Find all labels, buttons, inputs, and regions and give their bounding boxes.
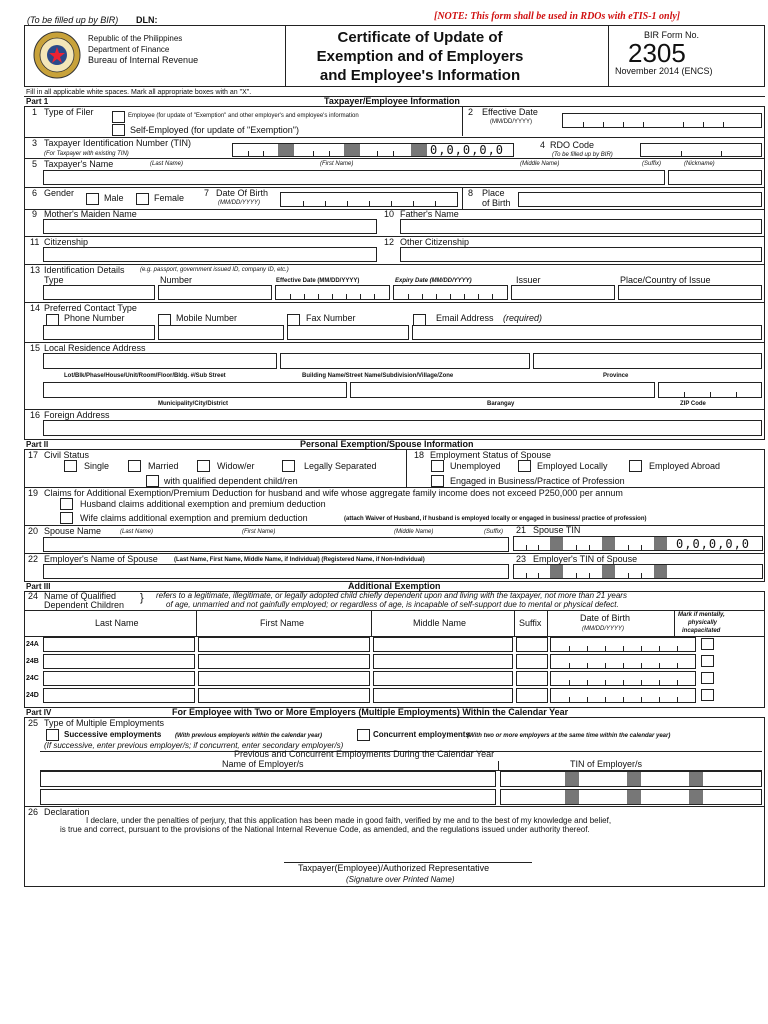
f5-label: Taxpayer's Name [44,159,114,169]
civil-married-label: Married [148,461,179,471]
f3-label: Taxpayer Identification Number (TIN) [44,138,192,148]
f12-label: Other Citizenship [400,237,470,247]
dependent-first-name-input[interactable] [198,688,370,703]
col-mark-1: Mark if mentally, [678,612,725,618]
wife-claims-label: Wife claims additional exemption and premium deduction [80,513,308,523]
f18-num: 18 [414,450,425,460]
f22-num: 22 [28,554,39,564]
spouse-employer-name-input[interactable] [43,564,509,579]
id-number-label: Number [160,275,193,285]
dof-label: Department of Finance [88,45,170,54]
f18-label: Employment Status of Spouse [430,450,552,460]
dependent-suffix-input[interactable] [516,671,548,686]
dependent-last-name-input[interactable] [43,654,195,669]
id-effective-date-input[interactable] [275,285,390,300]
dependent-first-name-input[interactable] [198,637,370,652]
id-effective-label: Effective Date (MM/DD/YYYY) [276,278,360,284]
filer-self-employed-checkbox[interactable] [112,124,125,136]
id-issuer-input[interactable] [511,285,615,300]
concurrent-checkbox[interactable] [357,729,370,741]
incapacitated-checkbox[interactable] [701,689,714,701]
phone-input[interactable] [43,325,155,340]
f24-label-1: Name of Qualified [44,591,117,601]
dependent-dob-input[interactable] [550,654,696,669]
incapacitated-checkbox[interactable] [701,672,714,684]
place-of-birth-input[interactable] [518,192,762,207]
col-employer-tin: TIN of Employer/s [570,759,643,769]
spouse-first-label: (First Name) [242,529,276,535]
birth-date-input[interactable] [280,192,458,207]
form-note: [NOTE: This form shall be used in RDOs with eTIS-1 only] [434,11,681,22]
name-nick-label: (Nickname) [684,161,715,167]
filled-by-label: (To be filled up by BIR) [27,15,119,25]
f8-label-2: of Birth [482,198,511,208]
dependent-middle-name-input[interactable] [373,671,513,686]
dependent-middle-name-input[interactable] [373,654,513,669]
col-dob: Date of Birth [580,613,631,623]
gender-female-label: Female [154,193,185,203]
husband-claims-checkbox[interactable] [60,498,73,510]
f19-num: 19 [28,488,39,498]
civil-separated-label: Legally Separated [304,461,377,471]
addr1-label: Lot/Blk/Phase/House/Unit/Room/Floor/Bldg. #/Sub Street [64,373,226,379]
gender-male-checkbox[interactable] [86,193,99,205]
f1-label: Type of Filer [44,107,94,117]
part2-label: Part II [26,440,49,449]
father-name-input[interactable] [400,219,762,234]
f24-desc-1: refers to a legitimate, illegitimate, or legally adopted child chiefly dependent upon and living with the taxpayer, not more than 21 years [156,591,627,600]
f20-label: Spouse Name [44,526,102,536]
spouse-suffix-label: (Suffix) [484,529,504,535]
f14-label: Preferred Contact Type [44,303,137,313]
name-suffix-label: (Suffix) [642,161,662,167]
incapacitated-checkbox[interactable] [701,655,714,667]
f24-desc-2: of age, unmarried and not gainfully employed; or regardless of age, is incapable of self-support due to mental or physical defect. [166,600,619,609]
f3-sub: (For Taxpayer with existing TIN) [44,151,129,157]
col-last-name: Last Name [95,618,139,628]
part4-title: For Employee with Two or More Employers (Multiple Employments) Within the Calendar Year [172,707,569,717]
spouse-name-input[interactable] [43,537,509,552]
name-first-label: (First Name) [320,161,354,167]
address-barangay-input[interactable] [350,382,655,398]
instructions: Fill in all applicable white spaces. Mark all appropriate boxes with an "X". [26,89,252,96]
f16-label: Foreign Address [44,410,110,420]
tin-branch-zeros: 0,0,0,0,0 [430,143,505,157]
id-place-label: Place/Country of Issue [620,275,711,285]
incapacitated-checkbox[interactable] [701,638,714,650]
spouse-business-label: Engaged in Business/Practice of Profession [450,476,625,486]
filer-employee-checkbox[interactable] [112,111,125,123]
f26-label: Declaration [44,807,90,817]
form-label: BIR Form No. [644,30,700,40]
signature-sub: (Signature over Printed Name) [346,875,455,884]
f1-num: 1 [32,107,38,117]
civil-separated-checkbox[interactable] [282,460,295,472]
mobile-input[interactable] [158,325,284,340]
addr2-label: Building Name/Street Name/Subdivision/Village/Zone [302,373,454,379]
part1-title: Taxpayer/Employee Information [324,96,460,106]
f5-num: 5 [32,159,38,169]
f19-label: Claims for Additional Exemption/Premium Deduction for husband and wife whose aggregate family income does not exceed P250,000 per annum [44,488,623,498]
id-expiry-label: Expiry Date (MM/DD/YYYY) [395,278,472,284]
civil-single-label: Single [84,461,110,471]
nickname-input[interactable] [668,170,762,185]
form-date: November 2014 (ENCS) [615,66,713,76]
part3-label: Part III [26,582,51,591]
dependent-row-label: 24D [26,692,39,699]
f4-sub: (To be filled up by BIR) [552,152,613,158]
f25-note: (If successive, enter previous employer/s; if concurrent, enter secondary employer/s) [44,741,344,750]
f9-num: 9 [32,209,38,219]
dependent-last-name-input[interactable] [43,671,195,686]
effective-date-input[interactable] [562,113,762,128]
concurrent-label: Concurrent employments [373,730,470,739]
mother-name-input[interactable] [43,219,377,234]
employer-name-input-1[interactable] [40,771,496,787]
taxpayer-name-input[interactable] [43,170,665,185]
dependent-row-label: 24C [26,675,39,682]
address-street-input[interactable] [280,353,530,369]
f13-sub: (e.g. passport, government issued ID, company ID, etc.) [140,267,289,273]
id-place-input[interactable] [618,285,762,300]
f11-num: 11 [30,237,40,247]
title-line-1: Certificate of Update of [337,29,503,46]
civil-widow-checkbox[interactable] [197,460,210,472]
successive-sub: (With previous employer/s within the calendar year) [175,733,322,739]
contact-mobile-label: Mobile Number [176,313,238,323]
successive-label: Successive employments [64,730,162,739]
wife-claims-checkbox[interactable] [60,512,73,524]
contact-phone-label: Phone Number [64,313,125,323]
spouse-middle-label: (Middle Name) [394,529,434,535]
f2-sub: (MM/DD/YYYY) [490,119,532,125]
addr4-label: Municipality/City/District [158,401,229,407]
col-middle-name: Middle Name [413,618,467,628]
f11-label: Citizenship [44,237,89,247]
name-middle-label: (Middle Name) [520,161,560,167]
f17-num: 17 [28,450,39,460]
f8-num: 8 [468,188,474,198]
id-issuer-label: Issuer [516,275,541,285]
f12-num: 12 [384,237,395,247]
f9-label: Mother's Maiden Name [44,209,137,219]
id-type-input[interactable] [43,285,155,300]
title-line-2: Exemption and of Employers [316,48,524,65]
gender-male-label: Male [104,193,124,203]
name-last-label: (Last Name) [150,161,184,167]
col-dob-sub: (MM/DD/YYYY) [582,626,624,632]
f6-num: 6 [32,188,38,198]
signature-label[interactable]: Taxpayer(Employee)/Authorized Representative [298,863,490,873]
address-lot-input[interactable] [43,353,277,369]
dependent-suffix-input[interactable] [516,654,548,669]
f26-num: 26 [28,807,39,817]
f23-label: Employer's TIN of Spouse [533,554,638,564]
republic-label: Republic of the Philippines [88,34,183,43]
f3-num: 3 [32,138,38,148]
part1-label: Part 1 [26,97,49,106]
f24-num: 24 [28,591,39,601]
other-citizenship-input[interactable] [400,247,762,262]
col-mark-3: incapacitated [682,628,721,634]
spouse-last-label: (Last Name) [120,529,154,535]
part3-title: Additional Exemption [348,581,441,591]
employer-name-input-2[interactable] [40,789,496,805]
f16-num: 16 [30,410,41,420]
col-suffix: Suffix [519,618,542,628]
f10-num: 10 [384,209,395,219]
dependent-suffix-input[interactable] [516,637,548,652]
id-expiry-date-input[interactable] [393,285,508,300]
civil-with-dependent-label: with qualified dependent child/ren [164,476,298,486]
brace-icon: } [140,592,144,604]
form-number: 2305 [628,38,686,68]
f21-label: Spouse TIN [533,525,581,535]
dln-label: DLN: [136,15,158,25]
f10-label: Father's Name [400,209,459,219]
spouse-business-checkbox[interactable] [431,475,444,487]
col-first-name: First Name [260,618,305,628]
spouse-employed-abroad-checkbox[interactable] [629,460,642,472]
f25-num: 25 [28,718,39,728]
dependent-row-label: 24B [26,658,39,665]
f20-num: 20 [28,526,39,536]
f6-label: Gender [44,188,75,198]
dependent-middle-name-input[interactable] [373,637,513,652]
f15-num: 15 [30,343,41,353]
f7-num: 7 [204,188,210,198]
employer-tin-input-1[interactable] [500,771,762,787]
contact-email-label: Email Address [436,313,494,323]
wife-claims-note: (attach Waiver of Husband, if husband is employed locally or engaged in business/ practice of profession) [344,516,647,522]
spouse-unemployed-label: Unemployed [450,461,501,471]
f7-sub: (MM/DD/YYYY) [218,200,260,206]
address-zip-input[interactable] [658,382,762,398]
dependent-last-name-input[interactable] [43,688,195,703]
id-number-input[interactable] [158,285,272,300]
col-mark-2: physically [688,620,718,626]
f15-label: Local Residence Address [44,343,146,353]
filer-employee-label: Employee (for update of "Exemption" and other employer's and employee's information [128,113,359,119]
f7-label: Date Of Birth [216,188,269,198]
declaration-line-1: I declare, under the penalties of perjury, that this application has been made in good faith, verified by me and to the best of my knowledge and belief, [86,816,612,825]
spouse-tin-zeros: 0,0,0,0,0 [676,537,751,551]
rdo-code-input[interactable] [640,143,762,157]
filer-self-employed-label: Self-Employed (for update of "Exemption") [130,125,299,135]
dependent-row-label: 24A [26,641,39,648]
spouse-employed-abroad-label: Employed Abroad [649,461,721,471]
bir-seal-icon [33,31,81,79]
f2-num: 2 [468,107,474,117]
address-city-input[interactable] [43,382,347,398]
f8-label-1: Place [482,188,505,198]
part2-title: Personal Exemption/Spouse Information [300,439,474,449]
civil-widow-label: Widow/er [217,461,255,471]
dependent-middle-name-input[interactable] [373,688,513,703]
f2-label: Effective Date [482,107,538,117]
title-line-3: and Employee's Information [319,67,521,84]
spouse-employer-tin-input[interactable] [513,564,763,579]
citizenship-input[interactable] [43,247,377,262]
part4-label: Part IV [26,708,52,717]
foreign-address-input[interactable] [43,420,762,436]
dependent-first-name-input[interactable] [198,654,370,669]
husband-claims-label: Husband claims additional exemption and premium deduction [80,499,326,509]
spouse-employed-local-checkbox[interactable] [518,460,531,472]
civil-married-checkbox[interactable] [128,460,141,472]
dependent-dob-input[interactable] [550,671,696,686]
f14-num: 14 [30,303,41,313]
contact-email-required: (required) [503,313,543,323]
gender-female-checkbox[interactable] [136,193,149,205]
addr5-label: Barangay [487,401,515,407]
civil-with-dependent-checkbox[interactable] [146,475,159,487]
f24-label-2: Dependent Children [44,600,125,610]
prev-title: Previous and Concurrent Employments During the Calendar Year [234,749,495,759]
f25-label: Type of Multiple Employments [44,718,165,728]
email-input[interactable] [412,325,762,340]
f21-num: 21 [516,525,527,535]
dependent-dob-input[interactable] [550,637,696,652]
f22-sub: (Last Name, First Name, Middle Name, if Individual) (Registered Name, if Non-Individual) [174,557,425,563]
bir-label: Bureau of Internal Revenue [88,55,199,65]
f4-label: RDO Code [550,140,595,150]
civil-single-checkbox[interactable] [64,460,77,472]
f13-label: Identification Details [44,265,125,275]
spouse-employed-local-label: Employed Locally [537,461,608,471]
employer-tin-input-2[interactable] [500,789,762,805]
f23-num: 23 [516,554,527,564]
addr6-label: ZIP Code [680,401,706,407]
f22-label: Employer's Name of Spouse [44,554,158,564]
successive-checkbox[interactable] [46,729,59,741]
dependent-dob-input[interactable] [550,688,696,703]
f13-num: 13 [30,265,41,275]
id-type-label: Type [44,275,64,285]
spouse-unemployed-checkbox[interactable] [431,460,444,472]
col-employer-name: Name of Employer/s [222,759,304,769]
fax-input[interactable] [287,325,409,340]
f17-label: Civil Status [44,450,90,460]
dependent-first-name-input[interactable] [198,671,370,686]
concurrent-sub: (With two or more employers at the same time within the calendar year) [467,733,671,739]
contact-fax-label: Fax Number [306,313,356,323]
address-province-input[interactable] [533,353,762,369]
f4-num: 4 [540,140,546,150]
addr3-label: Province [603,373,629,379]
dependent-suffix-input[interactable] [516,688,548,703]
dependent-last-name-input[interactable] [43,637,195,652]
declaration-line-2: is true and correct, pursuant to the provisions of the National Internal Revenue Code, as amended, and the regulations issued under authority thereof. [60,825,590,834]
